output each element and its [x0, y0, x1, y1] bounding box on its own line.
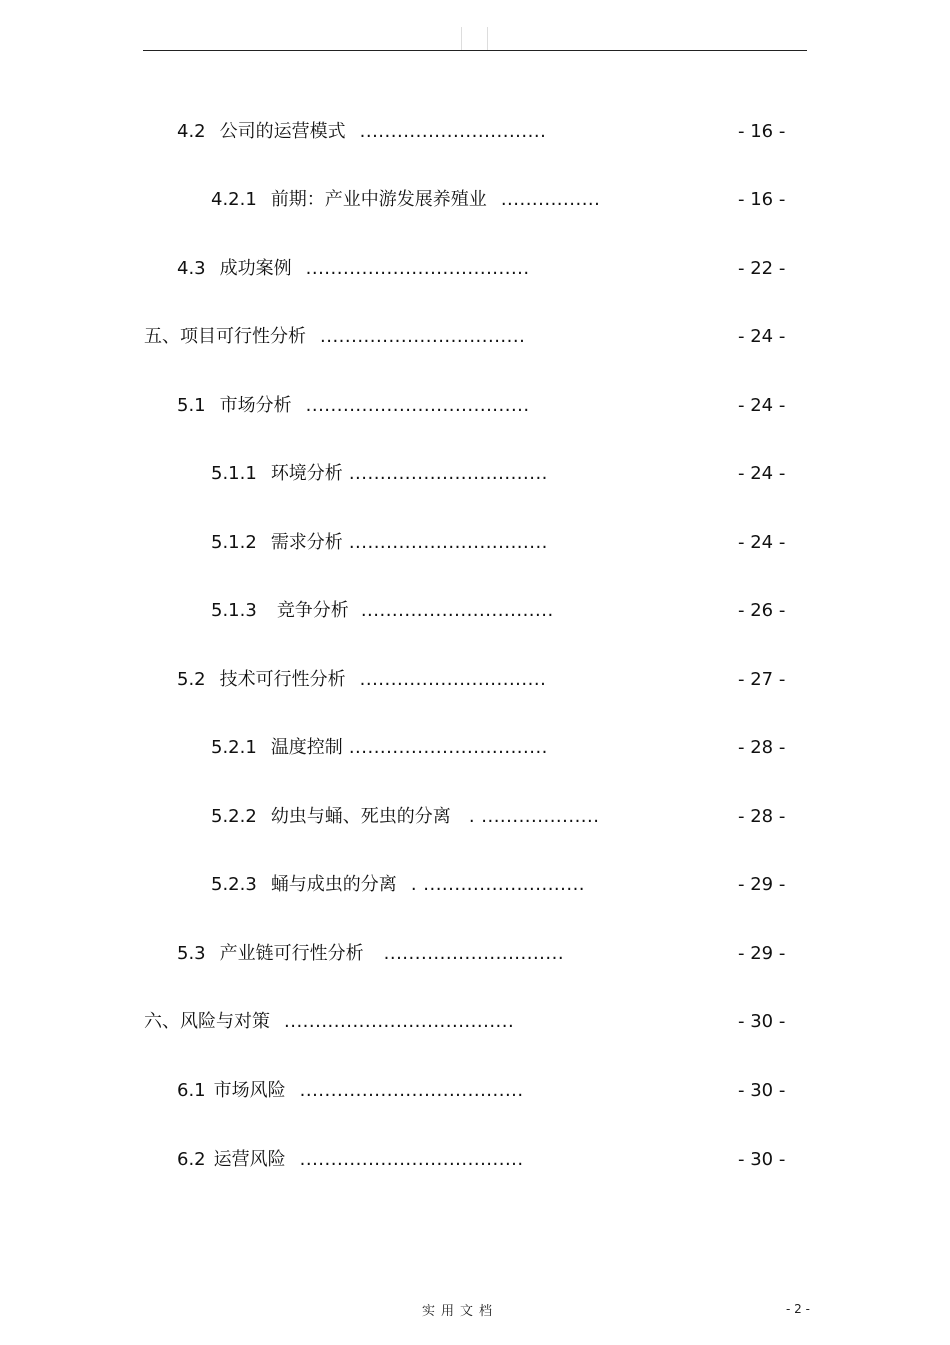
entry-title: 前期：产业中游发展养殖业 — [270, 189, 487, 210]
toc-entry[interactable] — [0, 1077, 950, 1105]
dot-leader: ................................. — [320, 326, 526, 347]
entry-number: 5.1 — [177, 395, 206, 416]
entry-number: 5.1.1 — [211, 463, 257, 484]
dot-leader: ................................ — [348, 532, 548, 553]
toc-entry[interactable] — [0, 1146, 950, 1174]
entry-title: 成功案例 — [219, 258, 292, 279]
entry-title: 项目可行性分析 — [180, 326, 306, 347]
entry-title: 温度控制 — [270, 737, 343, 758]
header-rule — [143, 50, 807, 51]
entry-page-number: - 28 - — [738, 737, 786, 758]
toc-entry[interactable] — [0, 323, 950, 351]
entry-title: 幼虫与蛹、死虫的分离 — [270, 806, 451, 827]
toc-entry[interactable] — [0, 666, 950, 694]
entry-page-number: - 16 - — [738, 189, 786, 210]
entry-page-number: - 24 - — [738, 463, 786, 484]
toc-entry[interactable] — [0, 1008, 950, 1036]
entry-number: 六、 — [144, 1011, 180, 1032]
header-tick-right — [487, 27, 488, 50]
toc-entry[interactable] — [0, 186, 950, 214]
entry-number: 6.1 — [177, 1080, 206, 1101]
entry-title: 需求分析 — [270, 532, 343, 553]
entry-page-number: - 26 - — [738, 600, 786, 621]
entry-title: 产业链可行性分析 — [219, 943, 364, 964]
dot-leader: ................................ — [348, 737, 548, 758]
toc-entry[interactable] — [0, 597, 950, 625]
dot-leader: .............................. — [359, 121, 547, 142]
toc-entry[interactable] — [0, 392, 950, 420]
dot-leader: .................................... — [305, 258, 530, 279]
entry-page-number: - 24 - — [738, 395, 786, 416]
entry-page-number: - 30 - — [738, 1149, 786, 1170]
entry-title: 市场分析 — [219, 395, 292, 416]
entry-page-number: - 29 - — [738, 874, 786, 895]
entry-title: 运营风险 — [213, 1149, 286, 1170]
dot-leader: ............................... — [360, 600, 554, 621]
entry-page-number: - 22 - — [738, 258, 786, 279]
entry-page-number: - 29 - — [738, 943, 786, 964]
toc-entry[interactable] — [0, 529, 950, 557]
toc-entry[interactable] — [0, 255, 950, 283]
entry-number: 5.2.3 — [211, 874, 257, 895]
dot-leader: ................ — [500, 189, 601, 210]
entry-page-number: - 24 - — [738, 532, 786, 553]
dot-leader: ............................. — [383, 943, 565, 964]
dot-leader: .................................... — [299, 1149, 524, 1170]
entry-title: 市场风险 — [213, 1080, 286, 1101]
entry-number: 5.1.3 — [211, 600, 257, 621]
entry-page-number: - 30 - — [738, 1080, 786, 1101]
dot-leader: ................................ — [348, 463, 548, 484]
entry-title: 竞争分析 — [276, 600, 349, 621]
entry-page-number: - 24 - — [738, 326, 786, 347]
header-tick-left — [461, 27, 462, 50]
entry-number: 4.3 — [177, 258, 206, 279]
entry-number: 4.2 — [177, 121, 206, 142]
toc-entry[interactable] — [0, 940, 950, 968]
entry-number: 5.2 — [177, 669, 206, 690]
entry-title: 环境分析 — [270, 463, 343, 484]
toc-entry[interactable] — [0, 118, 950, 146]
dot-leader: . ................... — [468, 806, 600, 827]
entry-page-number: - 27 - — [738, 669, 786, 690]
dot-leader: .............................. — [359, 669, 547, 690]
dot-leader: .................................... — [299, 1080, 524, 1101]
dot-leader: . .......................... — [410, 874, 586, 895]
toc-entry[interactable] — [0, 871, 950, 899]
dot-leader: ..................................... — [284, 1011, 515, 1032]
entry-number: 五、 — [144, 326, 180, 347]
entry-title: 技术可行性分析 — [219, 669, 346, 690]
footer-page-number: - 2 - — [786, 1302, 810, 1316]
toc-entry[interactable] — [0, 460, 950, 488]
toc-entry[interactable] — [0, 803, 950, 831]
entry-title: 公司的运营模式 — [219, 121, 346, 142]
entry-page-number: - 30 - — [738, 1011, 786, 1032]
entry-number: 4.2.1 — [211, 189, 257, 210]
entry-number: 5.1.2 — [211, 532, 257, 553]
entry-title: 蛹与成虫的分离 — [270, 874, 397, 895]
footer-label: 实用文档 — [421, 1304, 498, 1319]
entry-number: 5.2.1 — [211, 737, 257, 758]
entry-title: 风险与对策 — [180, 1011, 270, 1032]
entry-number: 6.2 — [177, 1149, 206, 1170]
entry-page-number: - 28 - — [738, 806, 786, 827]
toc-entry[interactable] — [0, 734, 950, 762]
entry-page-number: - 16 - — [738, 121, 786, 142]
entry-number: 5.3 — [177, 943, 206, 964]
entry-number: 5.2.2 — [211, 806, 257, 827]
dot-leader: .................................... — [305, 395, 530, 416]
